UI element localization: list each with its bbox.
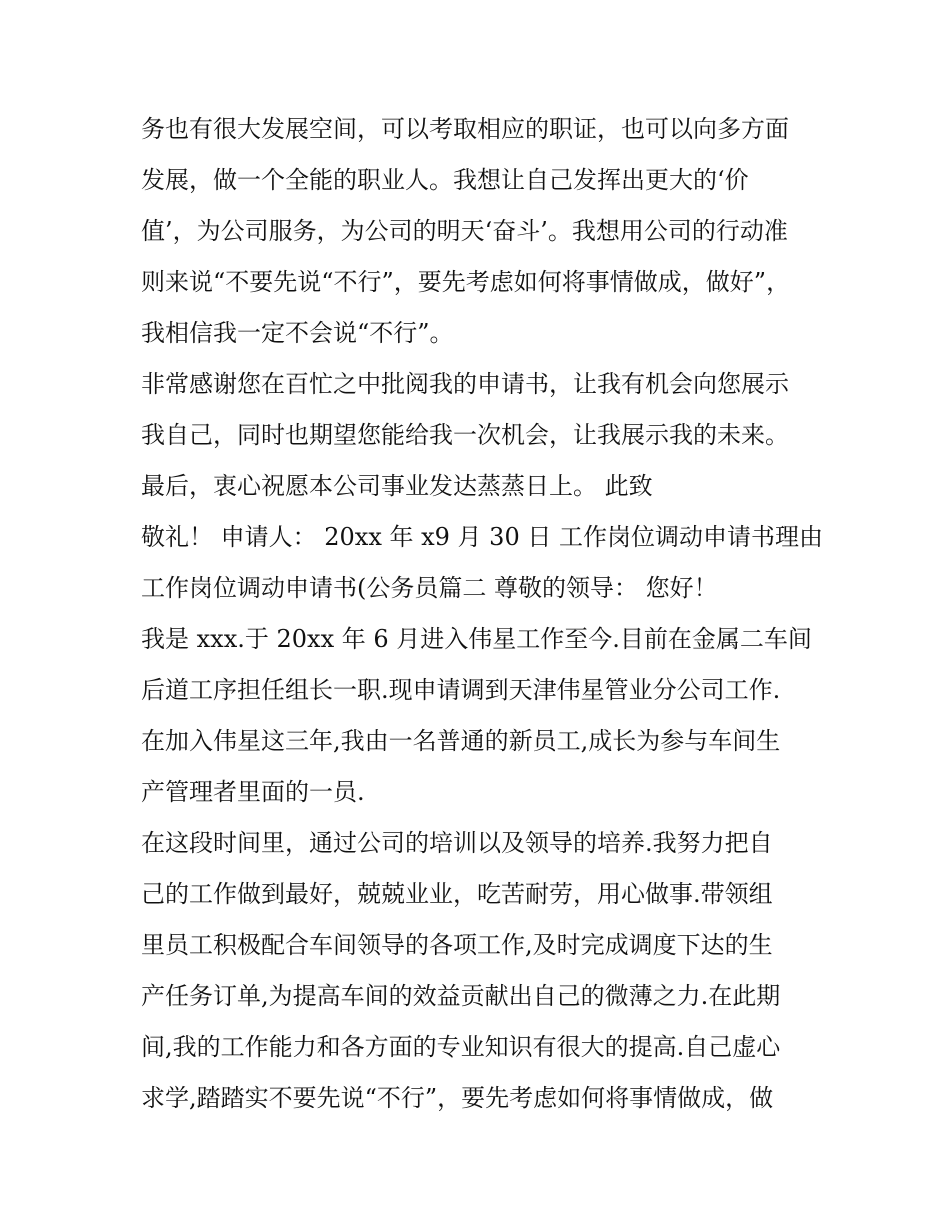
text-line: 产管理者里面的一员. (141, 778, 365, 806)
text-line: 则来说“不要先说“不行”，要先考虑如何将事情做成，做好”， (141, 268, 791, 296)
text-line: 求学,踏踏实不要先说“不行”，要先考虑如何将事情做成，做 (141, 1084, 774, 1112)
text-line: 我相信我一定不会说“不行”。 (141, 319, 454, 347)
text-line: 非常感谢您在百忙之中批阅我的申请书，让我有机会向您展示 (141, 370, 789, 398)
text-line: 发展，做一个全能的职业人。我想让自己发挥出更大的‘价 (141, 166, 749, 194)
text-line: 后道工序担任组长一职.现申请调到天津伟星管业分公司工作. (141, 676, 781, 704)
document-body (141, 104, 821, 1124)
text-line: 间,我的工作能力和各方面的专业知识有很大的提高.自己虚心 (141, 1033, 781, 1061)
text-line: 值’，为公司服务，为公司的明天‘奋斗’。我想用公司的行动准 (141, 217, 788, 245)
text-line: 在加入伟星这三年,我由一名普通的新员工,成长为参与车间生 (141, 727, 781, 755)
text-line: 务也有很大发展空间，可以考取相应的职证，也可以向多方面 (141, 115, 789, 143)
text-line: 产任务订单,为提高车间的效益贡献出自己的微薄之力.在此期 (141, 982, 781, 1010)
text-line: 己的工作做到最好，兢兢业业，吃苦耐劳，用心做事.带领组 (141, 880, 773, 908)
text-line: 工作岗位调动申请书(公务员篇二 尊敬的领导： 您好！ (141, 574, 718, 602)
text-line: 最后，衷心祝愿本公司事业发达蒸蒸日上。 此致 (141, 472, 653, 500)
text-line: 我自己，同时也期望您能给我一次机会，让我展示我的未来。 (141, 421, 789, 449)
text-line: 敬礼！ 申请人： 20xx 年 x9 月 30 日 工作岗位调动申请书理由 (141, 523, 823, 551)
text-line: 在这段时间里，通过公司的培训以及领导的培养.我努力把自 (141, 829, 773, 857)
text-line: 我是 xxx.于 20xx 年 6 月进入伟星工作至今.目前在金属二车间 (141, 625, 812, 653)
text-line: 里员工积极配合车间领导的各项工作,及时完成调度下达的生 (141, 931, 773, 959)
